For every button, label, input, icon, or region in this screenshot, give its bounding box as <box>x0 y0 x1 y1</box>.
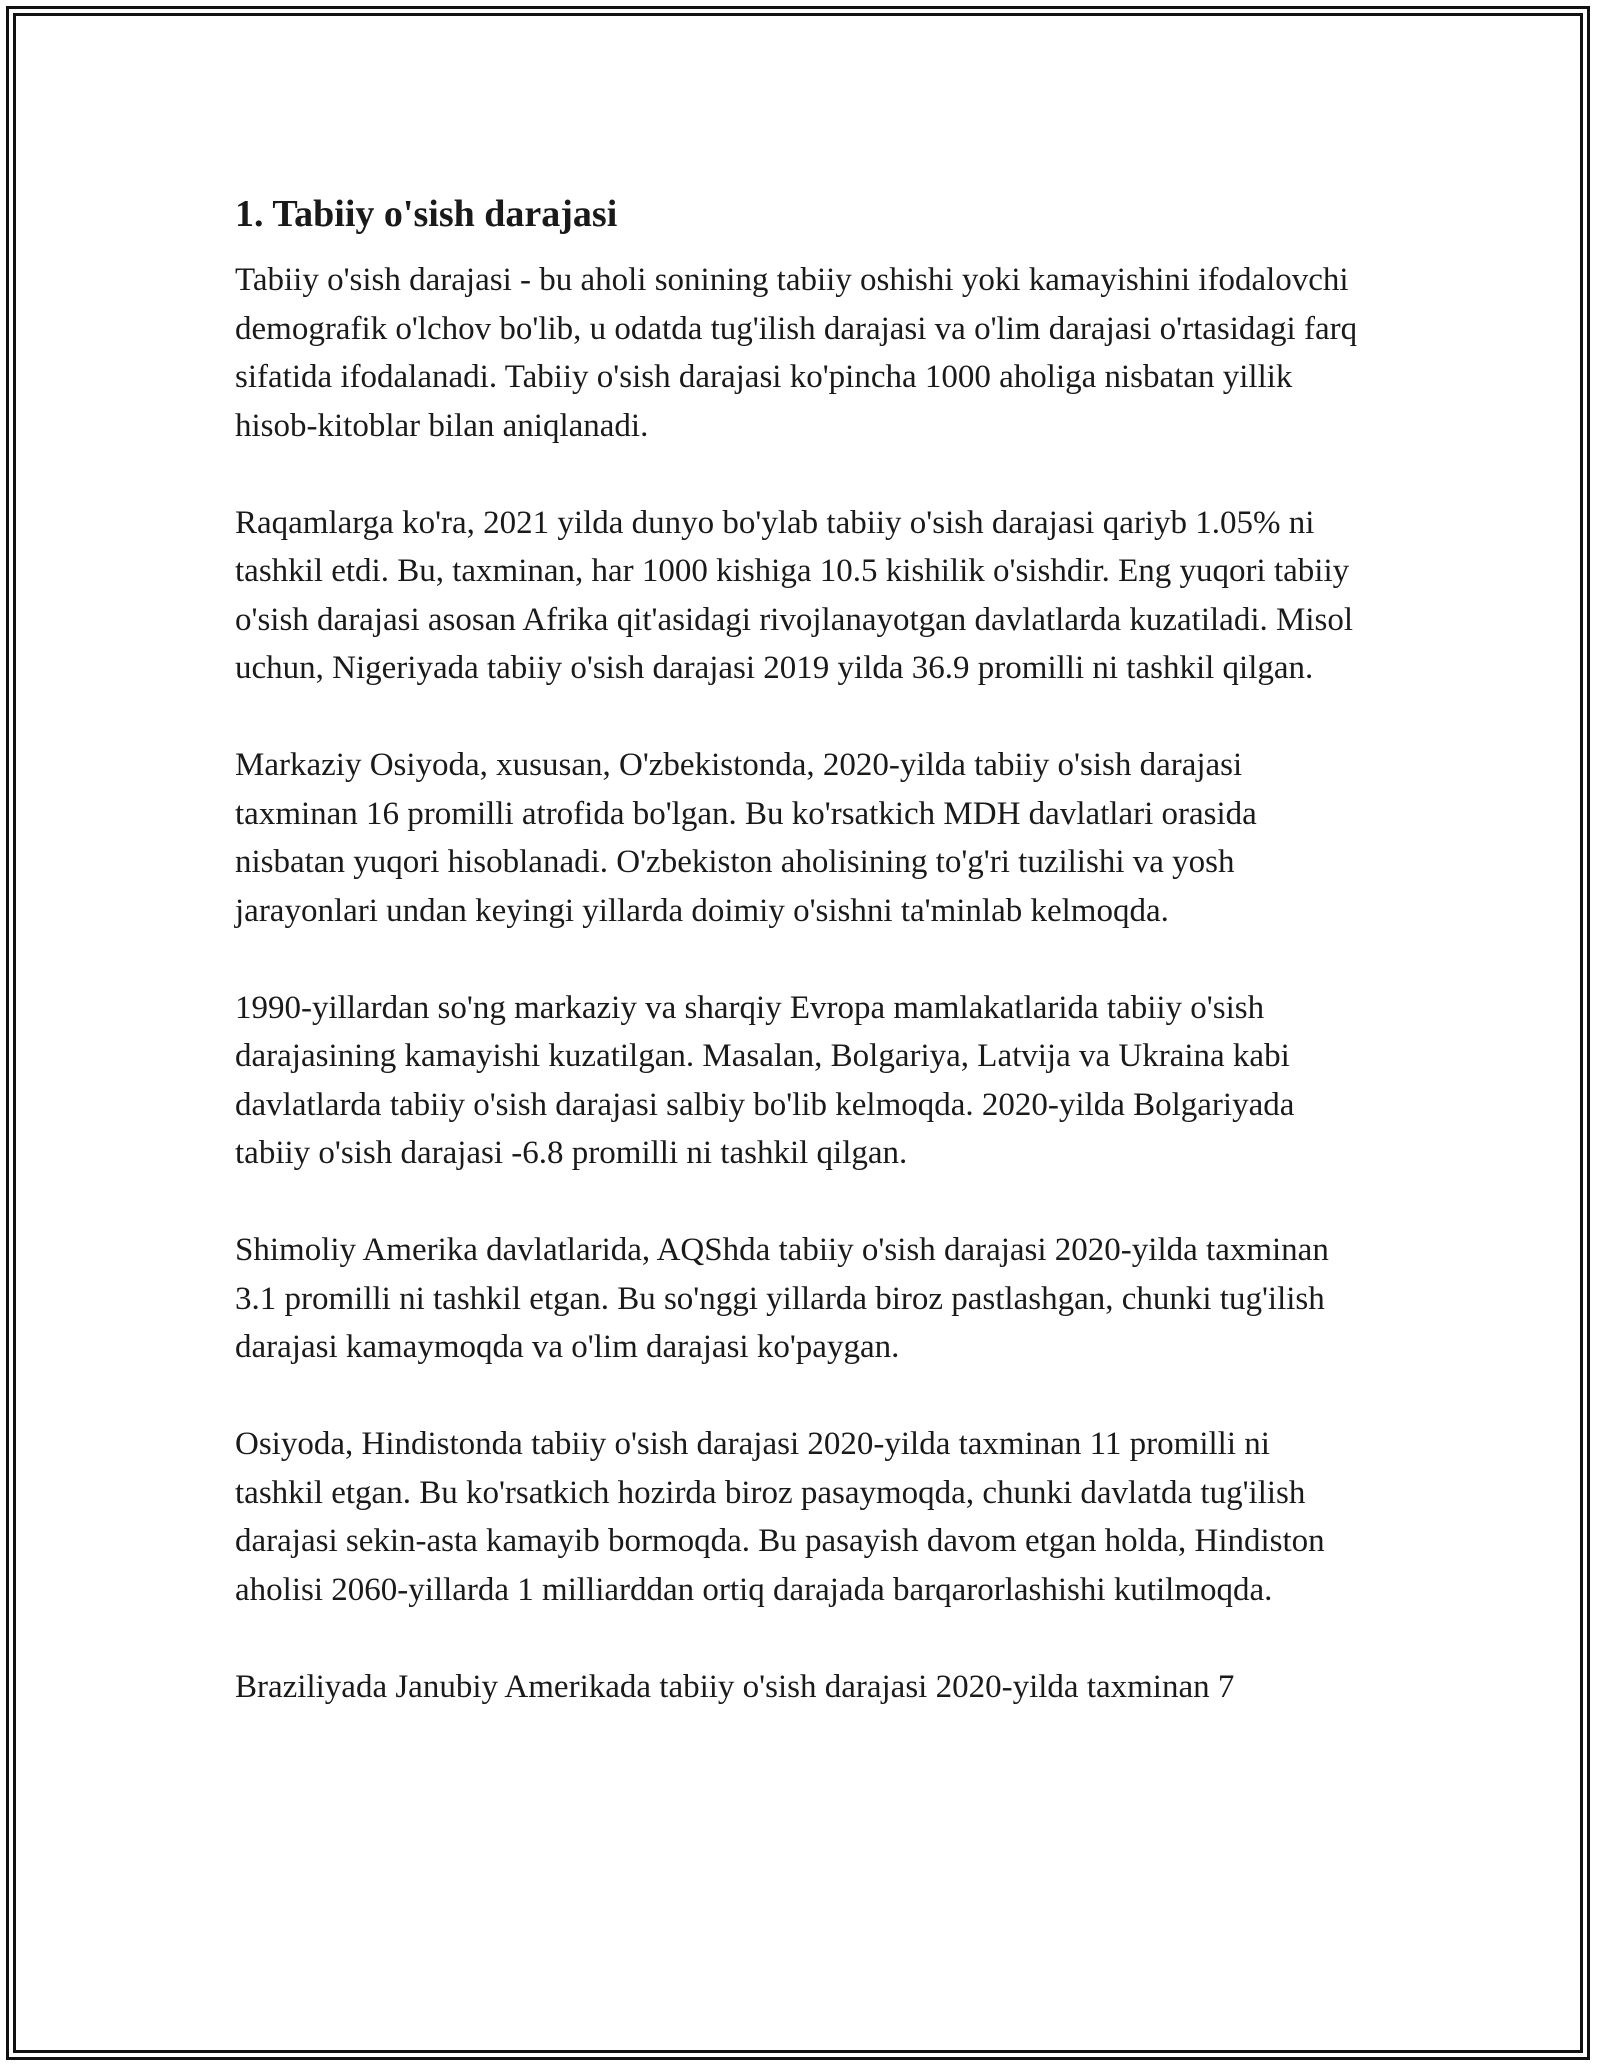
paragraph: Shimoliy Amerika davlatlarida, AQShda tabiiy o'sish darajasi 2020-yilda taxminan 3.1 promilli ni tashkil etgan. Bu so'nggi yillarda biroz pastlashgan, chunki tug'ilish darajasi kamaymoqda va o'lim darajasi ko'paygan. <box>235 1232 1329 1365</box>
paragraph: Markaziy Osiyoda, xususan, O'zbekistonda, 2020-yilda tabiiy o'sish darajasi taxminan 16 promilli atrofida bo'lgan. Bu ko'rsatkich MDH davlatlari orasida nisbatan yuqori hisoblanadi. O'zbekiston aholisining to'g'ri tuzilishi va yosh jarayonlari undan keyingi yillarda doimiy o'sishni ta'minlab kelmoqda. <box>235 747 1257 929</box>
paragraph: Raqamlarga ko'ra, 2021 yilda dunyo bo'ylab tabiiy o'sish darajasi qariyb 1.05% ni tashkil etdi. Bu, taxminan, har 1000 kishiga 10.5 kishilik o'sishdir. Eng yuqori tabiiy o'sish darajasi asosan Afrika qit'asidagi rivojlanayotgan davlatlarda kuzatiladi. Misol uchun, Nigeriyada tabiiy o'sish darajasi 2019 yilda 36.9 promilli ni tashkil qilgan. <box>235 504 1354 686</box>
section-heading: 1. Tabiiy o'sish darajasi <box>235 193 618 235</box>
document-body <box>235 186 1365 1760</box>
paragraph: Tabiiy o'sish darajasi - bu aholi sonining tabiiy oshishi yoki kamayishini ifodalovchi demografik o'lchov bo'lib, u odatda tug'ilish darajasi va o'lim darajasi o'rtasidagi farq sifatida ifodalanadi. Tabiiy o'sish darajasi ko'pincha 1000 aholiga nisbatan yillik hisob-kitoblar bilan aniqlanadi. <box>235 262 1358 444</box>
paragraph: Osiyoda, Hindistonda tabiiy o'sish darajasi 2020-yilda taxminan 11 promilli ni tashkil etgan. Bu ko'rsatkich hozirda biroz pasaymoqda, chunki davlatda tug'ilish darajasi sekin-asta kamayib bormoqda. Bu pasayish davom etgan holda, Hindiston aholisi 2060-yillarda 1 milliarddan ortiq darajada barqarorlashishi kutilmoqda. <box>235 1426 1325 1608</box>
paragraph: 1990-yillardan so'ng markaziy va sharqiy Evropa mamlakatlarida tabiiy o'sish darajasining kamayishi kuzatilgan. Masalan, Bolgariya, Latvija va Ukraina kabi davlatlarda tabiiy o'sish darajasi salbiy bo'lib kelmoqda. 2020-yilda Bolgariyada tabiiy o'sish darajasi -6.8 promilli ni tashkil qilgan. <box>235 989 1295 1171</box>
paragraph: Braziliyada Janubiy Amerikada tabiiy o'sish darajasi 2020-yilda taxminan 7 <box>235 1668 1235 1705</box>
